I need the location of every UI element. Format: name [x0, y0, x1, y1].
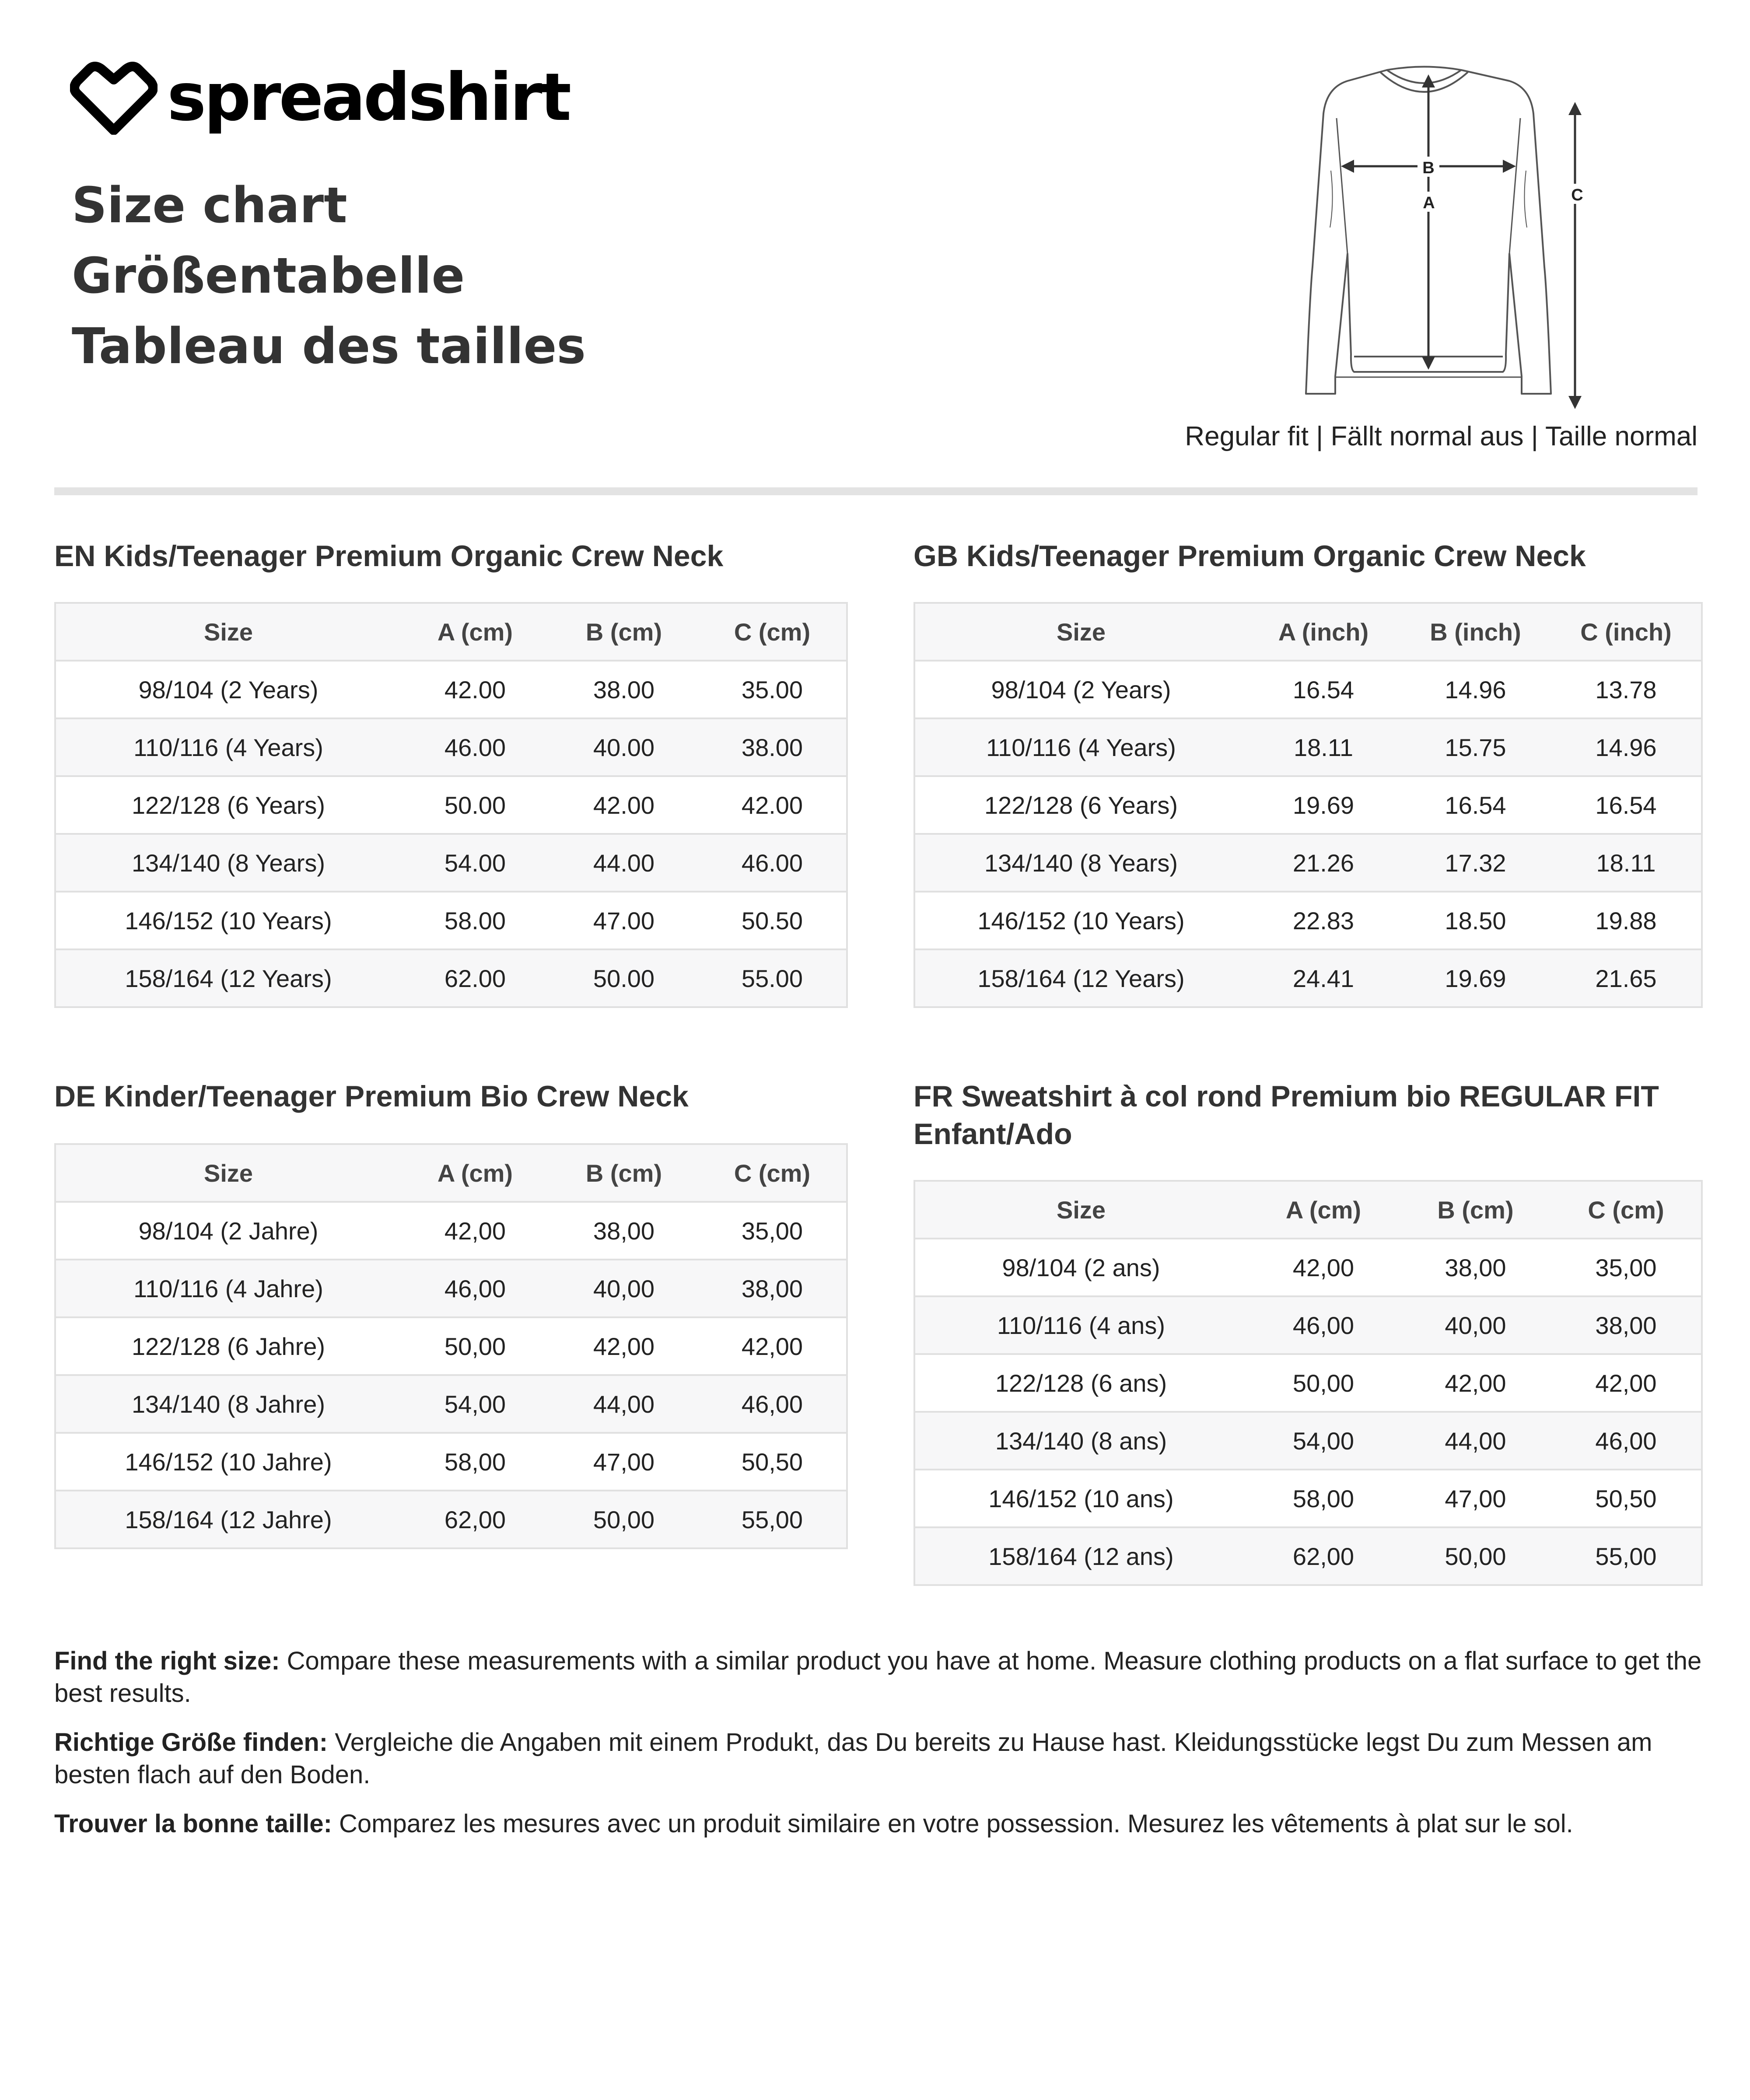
measurement-cell: 38,00	[1400, 1239, 1551, 1296]
table-row	[914, 1239, 1702, 1296]
table-row	[914, 776, 1702, 834]
size-cell: 110/116 (4 ans)	[914, 1296, 1247, 1354]
size-cell: 122/128 (6 ans)	[914, 1354, 1247, 1412]
measurement-cell: 42.00	[698, 776, 847, 834]
size-cell: 110/116 (4 Years)	[914, 718, 1247, 776]
measurement-cell: 46,00	[1551, 1412, 1702, 1470]
table-header-row	[55, 1144, 847, 1202]
table-row	[914, 834, 1702, 892]
measurement-cell: 42,00	[1400, 1354, 1551, 1412]
table-row	[914, 1470, 1702, 1527]
table-title-fr: FR Sweatshirt à col rond Premium bio REGULAR FIT Enfant/Ado	[914, 1080, 1659, 1151]
table-row	[55, 776, 847, 834]
column-header: B (cm)	[550, 603, 698, 661]
table-header-row	[55, 603, 847, 661]
measurement-cell: 58.00	[401, 892, 550, 949]
title-en: Size chart	[72, 177, 347, 234]
measurement-cell: 16.54	[1247, 661, 1400, 718]
measurement-cell: 50,00	[1247, 1354, 1400, 1412]
size-cell: 134/140 (8 Years)	[55, 834, 401, 892]
size-cell: 98/104 (2 Years)	[55, 661, 401, 718]
column-header: A (cm)	[401, 603, 550, 661]
dimension-c-label: C	[1571, 186, 1583, 204]
table-row	[914, 718, 1702, 776]
measurement-cell: 58,00	[401, 1433, 550, 1491]
table-row	[914, 661, 1702, 718]
measurement-cell: 40.00	[550, 718, 698, 776]
measurement-cell: 54.00	[401, 834, 550, 892]
measurement-cell: 47,00	[1400, 1470, 1551, 1527]
table-row	[55, 1433, 847, 1491]
measurement-cell: 55,00	[698, 1491, 847, 1548]
size-cell: 98/104 (2 Years)	[914, 661, 1247, 718]
column-header: Size	[914, 603, 1247, 661]
column-header: Size	[914, 1181, 1247, 1239]
column-header: Size	[55, 603, 401, 661]
table-header-row	[914, 603, 1702, 661]
size-cell: 110/116 (4 Years)	[55, 718, 401, 776]
measurement-cell: 35,00	[698, 1202, 847, 1260]
size-table-en	[54, 602, 848, 1008]
measurement-cell: 19.88	[1551, 892, 1702, 949]
measurement-cell: 19.69	[1400, 949, 1551, 1007]
size-cell: 134/140 (8 Years)	[914, 834, 1247, 892]
column-header: A (inch)	[1247, 603, 1400, 661]
measurement-cell: 47.00	[550, 892, 698, 949]
table-row	[55, 661, 847, 718]
dimension-b-label: B	[1422, 159, 1435, 177]
table-row	[55, 1202, 847, 1260]
measurement-cell: 55,00	[1551, 1527, 1702, 1585]
sweatshirt-measurement-diagram-icon	[1282, 61, 1606, 411]
measurement-cell: 38.00	[550, 661, 698, 718]
measurement-cell: 42,00	[698, 1317, 847, 1375]
size-advice-notes	[54, 1645, 1708, 1857]
measurement-cell: 13.78	[1551, 661, 1702, 718]
measurement-cell: 46,00	[401, 1260, 550, 1317]
table-row	[55, 949, 847, 1007]
measurement-cell: 50,00	[1400, 1527, 1551, 1585]
note-fr-text: Comparez les mesures avec un produit similaire en votre possession. Mesurez les vêtements à plat sur le sol.	[332, 1810, 1573, 1838]
size-table-gb	[914, 602, 1703, 1008]
measurement-cell: 44,00	[550, 1375, 698, 1433]
measurement-cell: 50,50	[1551, 1470, 1702, 1527]
brand-name: spreadshirt	[167, 60, 570, 136]
measurement-cell: 16.54	[1551, 776, 1702, 834]
measurement-cell: 42.00	[550, 776, 698, 834]
table-row	[55, 1260, 847, 1317]
measurement-cell: 22.83	[1247, 892, 1400, 949]
table-row	[55, 1491, 847, 1548]
size-cell: 158/164 (12 ans)	[914, 1527, 1247, 1585]
column-header: C (inch)	[1551, 603, 1702, 661]
section-divider	[54, 487, 1698, 495]
table-row	[914, 892, 1702, 949]
note-en	[54, 1645, 1708, 1710]
measurement-cell: 38,00	[1551, 1296, 1702, 1354]
measurement-cell: 18.50	[1400, 892, 1551, 949]
note-fr-label: Trouver la bonne taille:	[54, 1810, 332, 1838]
measurement-cell: 14.96	[1551, 718, 1702, 776]
measurement-cell: 14.96	[1400, 661, 1551, 718]
measurement-cell: 46,00	[698, 1375, 847, 1433]
table-title-gb: GB Kids/Teenager Premium Organic Crew Neck	[914, 539, 1586, 573]
measurement-cell: 50,00	[401, 1317, 550, 1375]
measurement-cell: 50,50	[698, 1433, 847, 1491]
page-titles	[72, 171, 586, 382]
measurement-cell: 21.65	[1551, 949, 1702, 1007]
measurement-cell: 24.41	[1247, 949, 1400, 1007]
note-de	[54, 1726, 1708, 1791]
column-header: Size	[55, 1144, 401, 1202]
measurement-cell: 58,00	[1247, 1470, 1400, 1527]
measurement-cell: 38,00	[550, 1202, 698, 1260]
measurement-cell: 21.26	[1247, 834, 1400, 892]
measurement-cell: 62.00	[401, 949, 550, 1007]
measurement-cell: 42.00	[401, 661, 550, 718]
size-cell: 122/128 (6 Years)	[914, 776, 1247, 834]
measurement-cell: 42,00	[550, 1317, 698, 1375]
note-en-text: Compare these measurements with a similar product you have at home. Measure clothing products on a flat surface to get the best results.	[54, 1647, 1702, 1708]
measurement-cell: 54,00	[401, 1375, 550, 1433]
table-row	[914, 1354, 1702, 1412]
column-header: B (cm)	[1400, 1181, 1551, 1239]
fit-caption: Regular fit | Fällt normal aus | Taille normal	[1185, 421, 1698, 452]
column-header: B (cm)	[550, 1144, 698, 1202]
measurement-cell: 38,00	[698, 1260, 847, 1317]
size-cell: 134/140 (8 ans)	[914, 1412, 1247, 1470]
measurement-cell: 42,00	[1551, 1354, 1702, 1412]
measurement-cell: 40,00	[550, 1260, 698, 1317]
measurement-cell: 46.00	[401, 718, 550, 776]
measurement-cell: 62,00	[1247, 1527, 1400, 1585]
column-header: A (cm)	[401, 1144, 550, 1202]
size-cell: 122/128 (6 Years)	[55, 776, 401, 834]
measurement-cell: 55.00	[698, 949, 847, 1007]
measurement-cell: 18.11	[1551, 834, 1702, 892]
brand-logo	[70, 60, 569, 135]
table-row	[55, 718, 847, 776]
measurement-cell: 47,00	[550, 1433, 698, 1491]
table-row	[55, 1317, 847, 1375]
size-cell: 98/104 (2 ans)	[914, 1239, 1247, 1296]
column-header: A (cm)	[1247, 1181, 1400, 1239]
table-header-row	[914, 1181, 1702, 1239]
table-title-en: EN Kids/Teenager Premium Organic Crew Neck	[54, 539, 724, 573]
measurement-cell: 18.11	[1247, 718, 1400, 776]
note-de-text: Vergleiche die Angaben mit einem Produkt, das Du bereits zu Hause hast. Kleidungsstücke legst Du zum Messen am besten flach auf den Boden.	[54, 1728, 1652, 1789]
note-fr	[54, 1808, 1708, 1840]
title-fr: Tableau des tailles	[72, 318, 586, 375]
measurement-cell: 35.00	[698, 661, 847, 718]
size-cell: 134/140 (8 Jahre)	[55, 1375, 401, 1433]
measurement-cell: 42,00	[401, 1202, 550, 1260]
size-table-fr	[914, 1180, 1703, 1586]
measurement-cell: 50.00	[401, 776, 550, 834]
measurement-cell: 46,00	[1247, 1296, 1400, 1354]
note-de-label: Richtige Größe finden:	[54, 1728, 328, 1757]
column-header: C (cm)	[698, 1144, 847, 1202]
size-cell: 146/152 (10 Jahre)	[55, 1433, 401, 1491]
table-title-de: DE Kinder/Teenager Premium Bio Crew Neck	[54, 1080, 689, 1113]
measurement-cell: 15.75	[1400, 718, 1551, 776]
table-row	[914, 1527, 1702, 1585]
measurement-cell: 35,00	[1551, 1239, 1702, 1296]
size-cell: 146/152 (10 ans)	[914, 1470, 1247, 1527]
measurement-cell: 40,00	[1400, 1296, 1551, 1354]
size-cell: 146/152 (10 Years)	[55, 892, 401, 949]
column-header: B (inch)	[1400, 603, 1551, 661]
measurement-cell: 50,00	[550, 1491, 698, 1548]
column-header: C (cm)	[698, 603, 847, 661]
heart-outline-logo-icon	[70, 60, 158, 135]
dimension-a-label: A	[1423, 194, 1435, 212]
table-row	[914, 1412, 1702, 1470]
size-cell: 146/152 (10 Years)	[914, 892, 1247, 949]
size-cell: 158/164 (12 Years)	[55, 949, 401, 1007]
measurement-cell: 44.00	[550, 834, 698, 892]
measurement-cell: 17.32	[1400, 834, 1551, 892]
measurement-cell: 50.50	[698, 892, 847, 949]
measurement-cell: 62,00	[401, 1491, 550, 1548]
measurement-cell: 46.00	[698, 834, 847, 892]
measurement-cell: 42,00	[1247, 1239, 1400, 1296]
column-header: C (cm)	[1551, 1181, 1702, 1239]
table-row	[55, 892, 847, 949]
table-row	[55, 1375, 847, 1433]
measurement-cell: 38.00	[698, 718, 847, 776]
table-row	[914, 1296, 1702, 1354]
measurement-cell: 19.69	[1247, 776, 1400, 834]
note-en-label: Find the right size:	[54, 1647, 280, 1675]
size-table-de	[54, 1143, 848, 1549]
size-cell: 158/164 (12 Years)	[914, 949, 1247, 1007]
size-cell: 158/164 (12 Jahre)	[55, 1491, 401, 1548]
size-cell: 122/128 (6 Jahre)	[55, 1317, 401, 1375]
measurement-cell: 16.54	[1400, 776, 1551, 834]
table-row	[55, 834, 847, 892]
size-cell: 98/104 (2 Jahre)	[55, 1202, 401, 1260]
table-row	[914, 949, 1702, 1007]
measurement-cell: 54,00	[1247, 1412, 1400, 1470]
measurement-cell: 50.00	[550, 949, 698, 1007]
measurement-cell: 44,00	[1400, 1412, 1551, 1470]
size-cell: 110/116 (4 Jahre)	[55, 1260, 401, 1317]
title-de: Größentabelle	[72, 248, 465, 304]
